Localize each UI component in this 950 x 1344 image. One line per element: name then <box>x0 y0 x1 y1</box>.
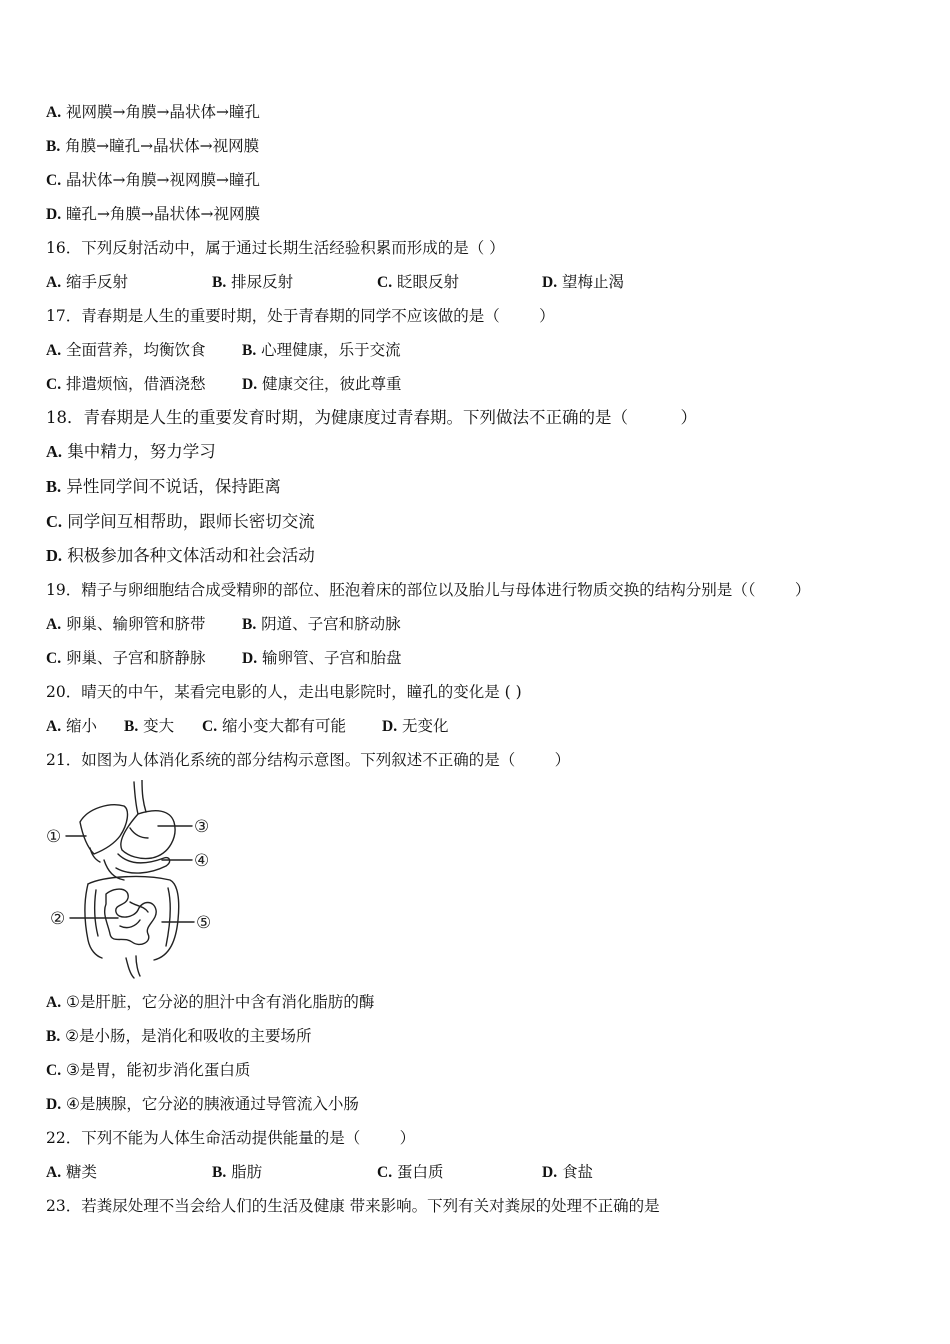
q18-stem: 18．青春期是人生的重要发育时期，为健康度过青春期。下列做法不正确的是（ ） <box>46 408 697 427</box>
q22-option-b: B. 脂肪 <box>212 1163 263 1181</box>
q19-option-c: C. 卵巢、子宫和脐静脉 <box>46 649 206 667</box>
q23-stem: 23．若粪尿处理不当会给人们的生活及健康 带来影响。下列有关对粪尿的处理不正确的是 <box>46 1197 660 1215</box>
q20-options <box>46 716 846 736</box>
q20-stem: 20．晴天的中午，某看完电影的人，走出电影院时，瞳孔的变化是 ( ) <box>46 683 522 701</box>
q22-option-c: C. 蛋白质 <box>377 1163 444 1181</box>
q15-option-c: C. 晶状体→角膜→视网膜→瞳孔 <box>46 171 260 189</box>
q19-option-d: D. 输卵管、子宫和胎盘 <box>242 649 402 667</box>
q17-stem: 17．青春期是人生的重要时期，处于青春期的同学不应该做的是（ ） <box>46 307 555 325</box>
q16-option-c: C. 眨眼反射 <box>377 273 460 291</box>
q17-option-c: C. 排遣烦恼，借酒浇愁 <box>46 375 206 393</box>
q20-option-a: A. 缩小 <box>46 717 98 735</box>
q22-option-a: A. 糖类 <box>46 1163 98 1181</box>
q20-option-d: D. 无变化 <box>382 717 449 735</box>
label-2: ② <box>50 909 66 929</box>
q16-stem: 16．下列反射活动中，属于通过长期生活经验积累而形成的是（ ） <box>46 239 505 257</box>
q18-option-d: D. 积极参加各种文体活动和社会活动 <box>46 546 315 565</box>
q16-option-d: D. 望梅止渴 <box>542 273 625 291</box>
q17-option-a: A. 全面营养，均衡饮食 <box>46 341 206 359</box>
label-4: ④ <box>194 851 210 871</box>
q17-option-d: D. 健康交往，彼此尊重 <box>242 375 402 393</box>
q18-option-b: B. 异性同学间不说话，保持距离 <box>46 477 281 496</box>
q21-option-a: A. ①是肝脏，它分泌的胆汁中含有消化脂肪的酶 <box>46 993 375 1011</box>
q18-option-a: A. 集中精力，努力学习 <box>46 442 216 461</box>
q17-option-b: B. 心理健康，乐于交流 <box>242 341 401 359</box>
q22-option-d: D. 食盐 <box>542 1163 594 1181</box>
q21-option-d: D. ④是胰腺，它分泌的胰液通过导管流入小肠 <box>46 1095 359 1113</box>
label-3: ③ <box>194 817 210 837</box>
q19-option-b: B. 阴道、子宫和脐动脉 <box>242 615 401 633</box>
label-5: ⑤ <box>196 913 212 933</box>
digestive-system-diagram <box>44 780 234 980</box>
q18-option-c: C. 同学间互相帮助，跟师长密切交流 <box>46 512 315 531</box>
q22-options <box>46 1162 846 1182</box>
q21-option-c: C. ③是胃，能初步消化蛋白质 <box>46 1061 251 1079</box>
label-1: ① <box>46 827 62 847</box>
q17-options-row1 <box>46 340 846 360</box>
q16-option-b: B. 排尿反射 <box>212 273 294 291</box>
q16-options <box>46 272 846 292</box>
q19-options-row1 <box>46 614 846 634</box>
q17-options-row2 <box>46 374 846 394</box>
q19-option-a: A. 卵巢、输卵管和脐带 <box>46 615 206 633</box>
q16-option-a: A. 缩手反射 <box>46 273 129 291</box>
q22-stem: 22．下列不能为人体生命活动提供能量的是（ ） <box>46 1129 416 1147</box>
q19-stem: 19．精子与卵细胞结合成受精卵的部位、胚泡着床的部位以及胎儿与母体进行物质交换的结构分别是（（ ） <box>46 581 811 599</box>
q20-option-b: B. 变大 <box>124 717 175 735</box>
q19-options-row2 <box>46 648 846 668</box>
q15-option-d: D. 瞳孔→角膜→晶状体→视网膜 <box>46 205 260 223</box>
q15-option-b: B. 角膜→瞳孔→晶状体→视网膜 <box>46 137 260 155</box>
q20-option-c: C. 缩小变大都有可能 <box>202 717 347 735</box>
q15-option-a: A. 视网膜→角膜→晶状体→瞳孔 <box>46 103 260 121</box>
q21-stem: 21．如图为人体消化系统的部分结构示意图。下列叙述不正确的是（ ） <box>46 751 571 769</box>
q21-option-b: B. ②是小肠，是消化和吸收的主要场所 <box>46 1027 312 1045</box>
